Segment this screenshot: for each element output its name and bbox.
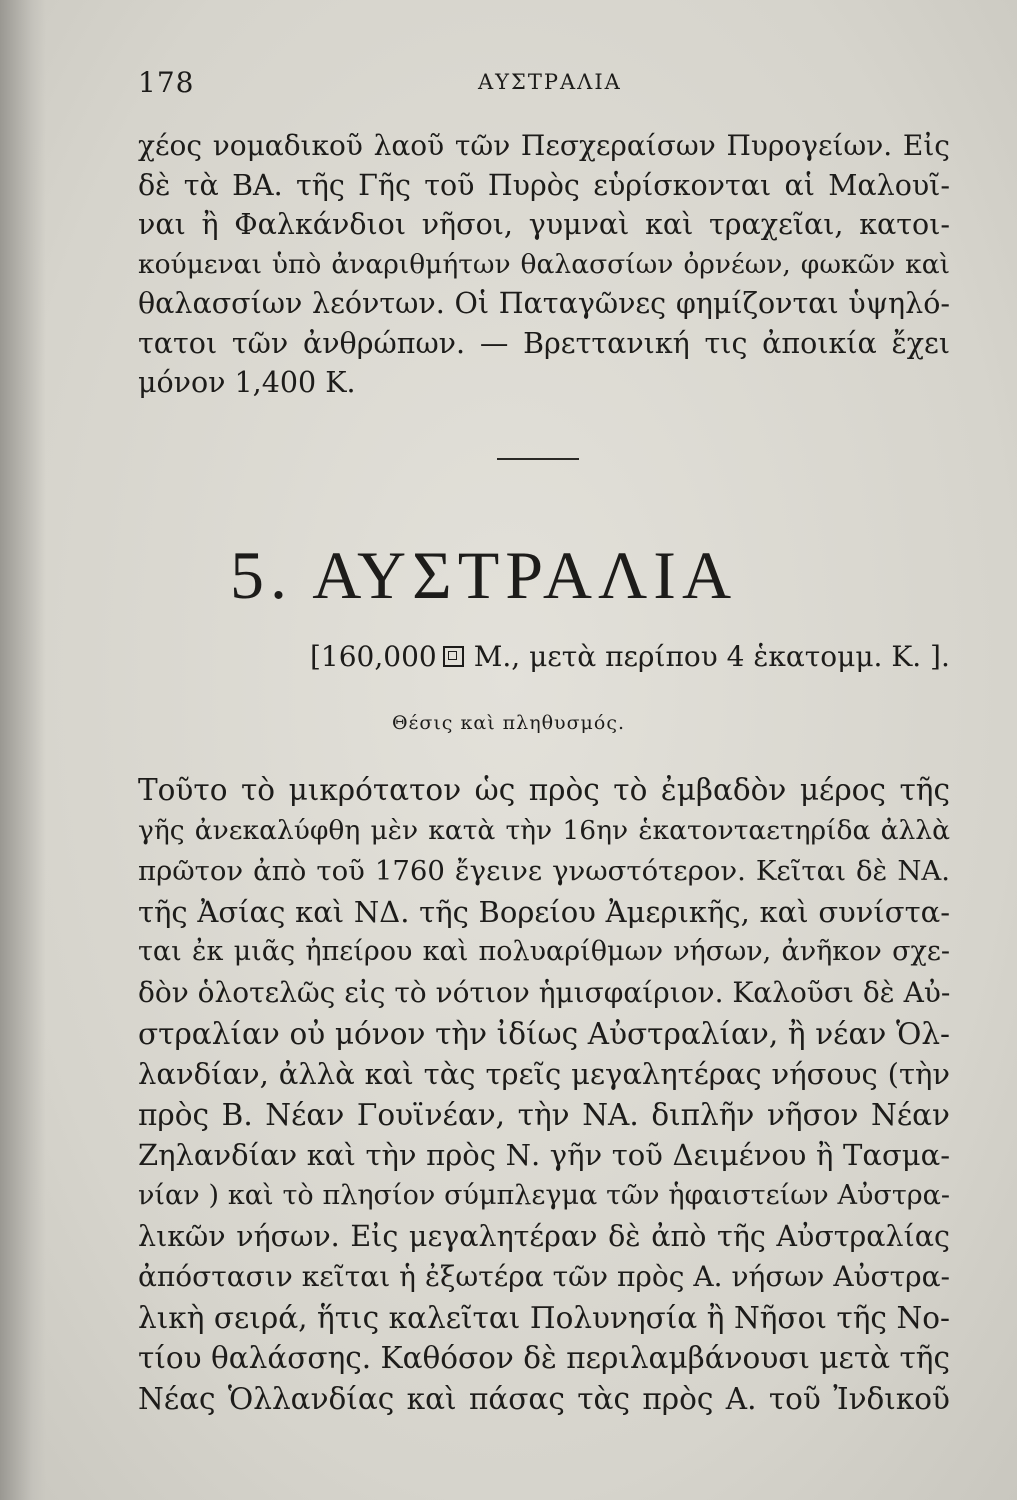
page-header <box>138 66 958 102</box>
text-line: μόνον 1,400 Κ. <box>138 366 356 399</box>
page-number: 178 <box>138 66 195 99</box>
text-line: δὸν ὁλοτελῶς εἰς τὸ νότιον ἡμισφαίριον. Καλοῦσι δὲ Αὐ- <box>138 975 951 1009</box>
area-value: [160,000 <box>310 640 437 673</box>
text-line: Νέας Ὁλλανδίας καὶ πάσας τὰς πρὸς Α. τοῦ Ἰνδικοῦ <box>138 1381 950 1416</box>
text-line: γῆς ἀνεκαλύφθη μὲν κατὰ τὴν 16ην ἑκατονταετηρίδα ἀλλὰ <box>138 814 950 846</box>
section-subheading: Θέσις καὶ πληθυσμός. <box>391 712 626 734</box>
text-line: χέος νομαδικοῦ λαοῦ τῶν Πεσχεραίσων Πυρογείων. Εἰς <box>138 129 950 162</box>
text-line: νίαν ) καὶ τὸ πλησίον σύμπλεγμα τῶν ἡφαιστείων Αὐστρα- <box>138 1179 950 1211</box>
text-line: λικὴ σειρά, ἥτις καλεῖται Πολυνησία ἢ Νῆσοι τῆς Νο- <box>138 1300 950 1335</box>
chapter-area-line <box>310 640 950 673</box>
text-line: στραλίαν οὐ μόνον τὴν ἰδίως Αὐστραλίαν, ἢ νέαν Ὁλ- <box>138 1016 950 1051</box>
text-line: τατοι τῶν ἀνθρώπων. — Βρεττανική τις ἀποικία ἔχει <box>138 326 950 360</box>
section-divider <box>497 458 579 460</box>
page-gutter-shadow <box>0 0 46 1500</box>
text-line: ναι ἢ Φαλκάνδιοι νῆσοι, γυμναὶ καὶ τραχεῖαι, κατοι- <box>138 208 950 241</box>
text-line: πρῶτον ἀπὸ τοῦ 1760 ἔγεινε γνωστότερον. Κεῖται δὲ ΝΑ. <box>138 855 950 888</box>
text-line: πρὸς Β. Νέαν Γουϊνέαν, τὴν ΝΑ. διπλῆν νῆσον Νέαν <box>138 1097 950 1132</box>
text-line: ἀπόστασιν κεῖται ἡ ἐξωτέρα τῶν πρὸς Α. νήσων Αὐστρα- <box>138 1260 950 1294</box>
text-line: δὲ τὰ ΒΑ. τῆς Γῆς τοῦ Πυρὸς εὑρίσκονται αἱ Μαλουῖ- <box>138 168 950 202</box>
text-line: θαλασσίων λεόντων. Οἱ Παταγῶνες φημίζονται ὑψηλό- <box>138 287 950 320</box>
text-line: τῆς Ἀσίας καὶ ΝΔ. τῆς Βορείου Ἀμερικῆς, καὶ συνίστα- <box>138 894 950 929</box>
running-title: ΑΥΣΤΡΑΛΙΑ <box>478 70 622 94</box>
text-line: τίου θαλάσσης. Καθόσον δὲ περιλαμβάνουσι μετὰ τῆς <box>138 1341 950 1376</box>
text-line: λανδίαν, ἀλλὰ καὶ τὰς τρεῖς μεγαλητέρας νήσους (τὴν <box>138 1057 950 1092</box>
intro-paragraph <box>138 126 950 403</box>
text-line: ται ἐκ μιᾶς ἠπείρου καὶ πολυαρίθμων νήσων, ἀνῆκον σχε- <box>138 936 950 968</box>
text-line: Τοῦτο τὸ μικρότατον ὡς πρὸς τὸ ἐμβαδὸν μέρος τῆς <box>138 773 950 807</box>
main-paragraph <box>138 770 950 1420</box>
chapter-title: 5. ΑΥΣΤΡΑΛΙΑ <box>230 537 738 613</box>
square-mile-icon <box>443 646 464 667</box>
area-details: Μ., μετὰ περίπου 4 ἑκατομμ. Κ. ]. <box>473 640 950 673</box>
text-line: Ζηλανδίαν καὶ τὴν πρὸς Ν. γῆν τοῦ Δειμένου ἢ Τασμα- <box>138 1138 950 1173</box>
text-line: λικῶν νήσων. Εἰς μεγαλητέραν δὲ ἀπὸ τῆς Αὐστραλίας <box>138 1219 950 1253</box>
text-line: κούμεναι ὑπὸ ἀναριθμήτων θαλασσίων ὀρνέων, φωκῶν καὶ <box>138 248 950 280</box>
